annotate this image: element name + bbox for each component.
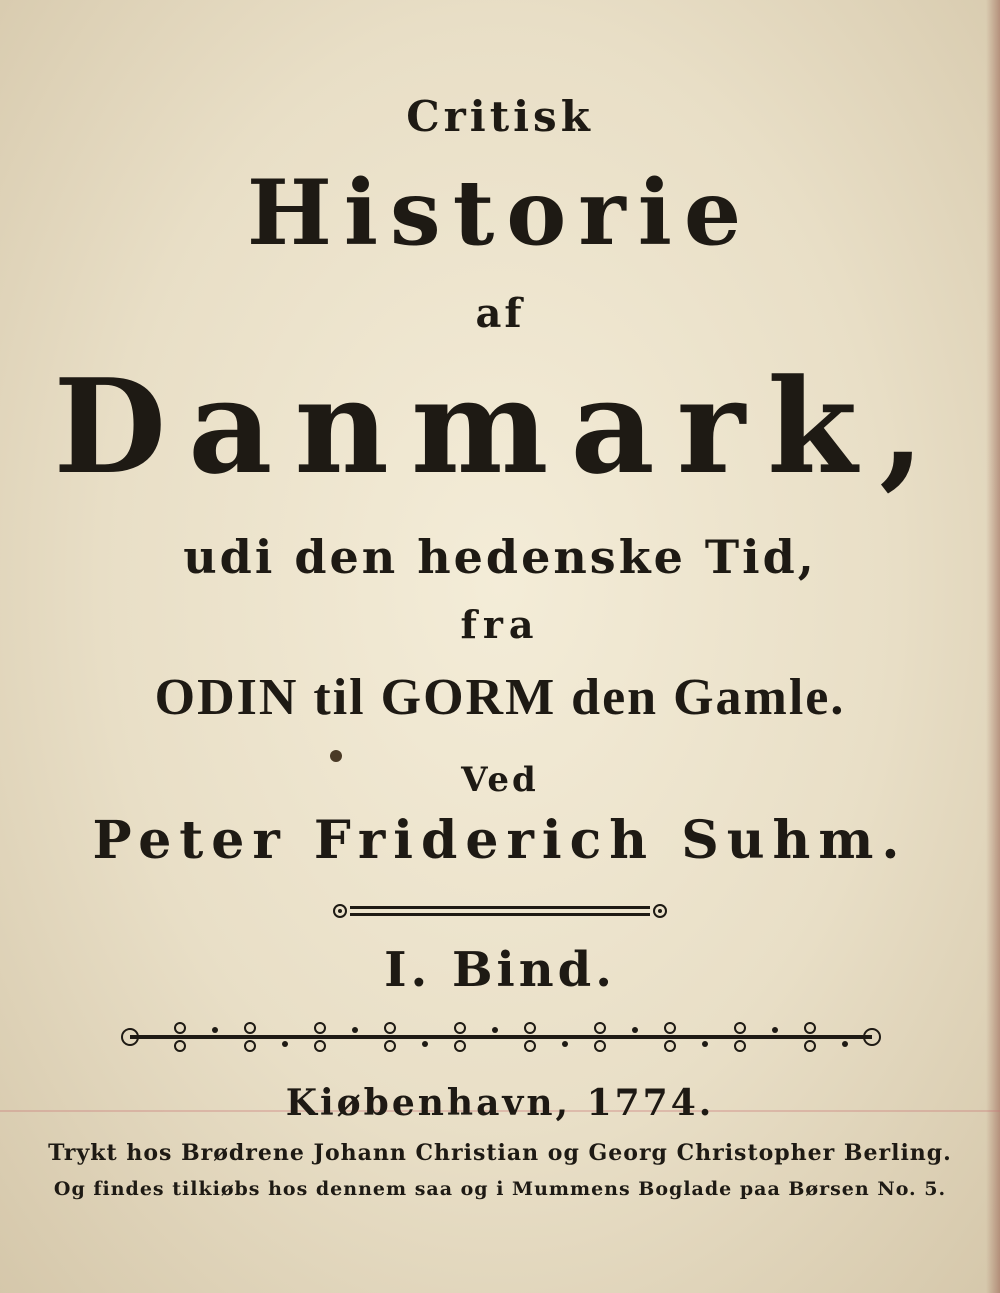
- title-word-critisk: Critisk: [406, 92, 594, 141]
- volume-label: I. Bind.: [384, 942, 616, 998]
- subtitle-period: udi den hedenske Tid,: [183, 530, 817, 584]
- title-word-historie: Historie: [246, 160, 754, 266]
- title-word-danmark: Danmark,: [53, 350, 947, 503]
- ornamental-rule-long: [120, 1020, 882, 1054]
- title-word-af: af: [475, 290, 525, 337]
- subtitle-range: ODIN til GORM den Gamle.: [154, 669, 846, 726]
- by-line: Ved: [461, 760, 539, 800]
- imprint-bookseller: Og findes tilkiøbs hos dennem saa og i Mummens Boglade paa Børsen No. 5.: [53, 1178, 947, 1200]
- imprint-printer: Trykt hos Brødrene Johann Christian og Georg Christopher Berling.: [48, 1140, 952, 1166]
- ornamental-rule-short: [332, 900, 668, 922]
- subtitle-fra: fra: [460, 602, 540, 647]
- imprint-city-year: Kiøbenhavn, 1774.: [285, 1082, 715, 1124]
- author-name: Peter Friderich Suhm.: [92, 810, 908, 871]
